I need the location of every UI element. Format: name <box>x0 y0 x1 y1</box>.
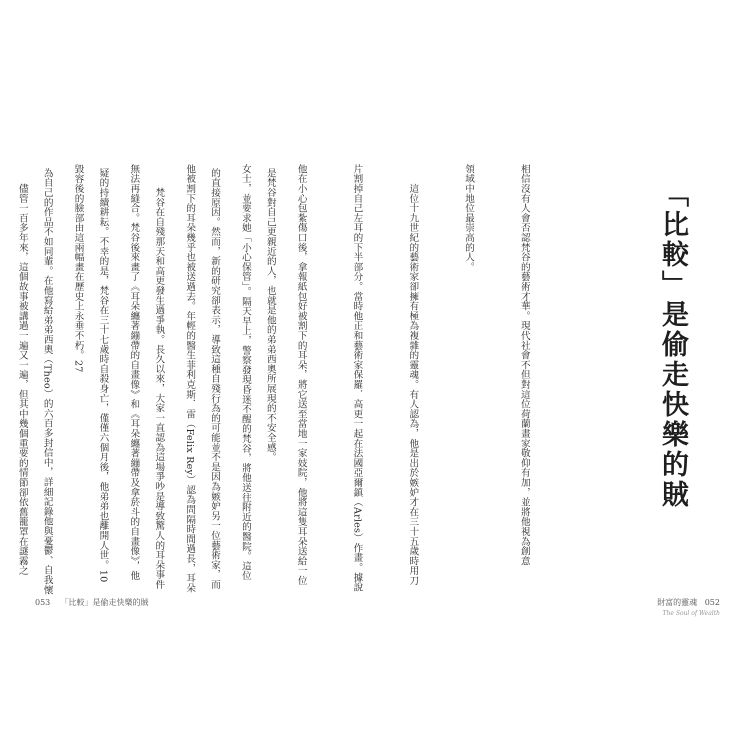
footer-left <box>35 597 148 608</box>
text-column: 無法再縫合。梵谷後來畫了《耳朵纏著繃帶的自畫像》和《耳朵纏著繃帶及拿菸斗的自畫像》，他 <box>128 164 140 581</box>
right-page-body <box>0 164 570 595</box>
text-column: 為自己的作品不如同輩。在他寫給弟弟西奧（Theo）的六百多封信中，詳細記錄他與憂鬱、自我懷 <box>41 168 53 595</box>
running-head-english: The Soul of Wealth <box>662 610 720 617</box>
text-column: 片割掉自己左耳的下半部分。當時他正和藝術家保羅．高更一起在法國亞爾鎮（Arles）作畫。據說 <box>351 164 363 592</box>
page-number: 052 <box>704 598 720 607</box>
text-column: 疑的持續耕耘。不幸的是，梵谷在三十七歲時自殺身亡，僅僅六個月後，他弟弟也離開人世。10 <box>97 168 109 583</box>
chapter-title: 「比較」是偷走快樂的賊 <box>657 180 688 510</box>
text-column: 他在小心包紮傷口後，拿報紙包好被割下的耳朵，將它送至當地一家妓院，他將這隻耳朵送給一位 <box>295 164 307 586</box>
running-head: 財富的靈魂 <box>657 598 698 607</box>
text-column: 毀容後的臉部由這兩幅畫在歷史上永垂不朽。27 <box>72 164 84 373</box>
text-column: 他被割下的耳朵幾乎也被送過去。年輕的醫生菲利克斯．雷（Felix Rey）認為問隔時間過長，耳朵 <box>184 164 196 593</box>
text-column: 是梵谷對自己更親近的人，也就是他的弟弟西奧所展現的不安全感。 <box>264 168 276 462</box>
text-column: 的直接原因。然而，新的研究卻表示，導致這種自殘行為的可能並不是因為嫉妒另一位藝術家，而 <box>209 168 221 590</box>
running-head: 「比較」是偷走快樂的賊 <box>60 598 149 607</box>
text-column: 領域中地位最崇高的人。 <box>463 164 475 272</box>
text-column: 相信沒有人會否認梵谷的藝術才華。現代社會不但對這位荷蘭畫家敬仰有加，並將他視為創意 <box>518 164 530 566</box>
text-column: 梵谷在自殘那天和高更發生過爭執。長久以來，大家一直認為這場爭吵是導致驚人的耳朵事件 <box>153 168 165 590</box>
text-column: 女士，並要求她「小心保管」。隔天早上，警察發現昏迷不醒的梵谷，將他送往附近的醫院。這位 <box>239 164 251 581</box>
text-column: 儘管一百多年來，這個故事被講過一遍又一遍，但其中幾個重要的情節卻依舊籠罩在謎霧之 <box>16 164 28 576</box>
page-number: 053 <box>35 598 51 607</box>
footer-right <box>657 597 720 617</box>
text-column: 這位十九世紀的藝術家卻擁有極為複雜的靈魂。有人認為，他是出於嫉妒才在三十五歲時用刀 <box>407 164 419 586</box>
